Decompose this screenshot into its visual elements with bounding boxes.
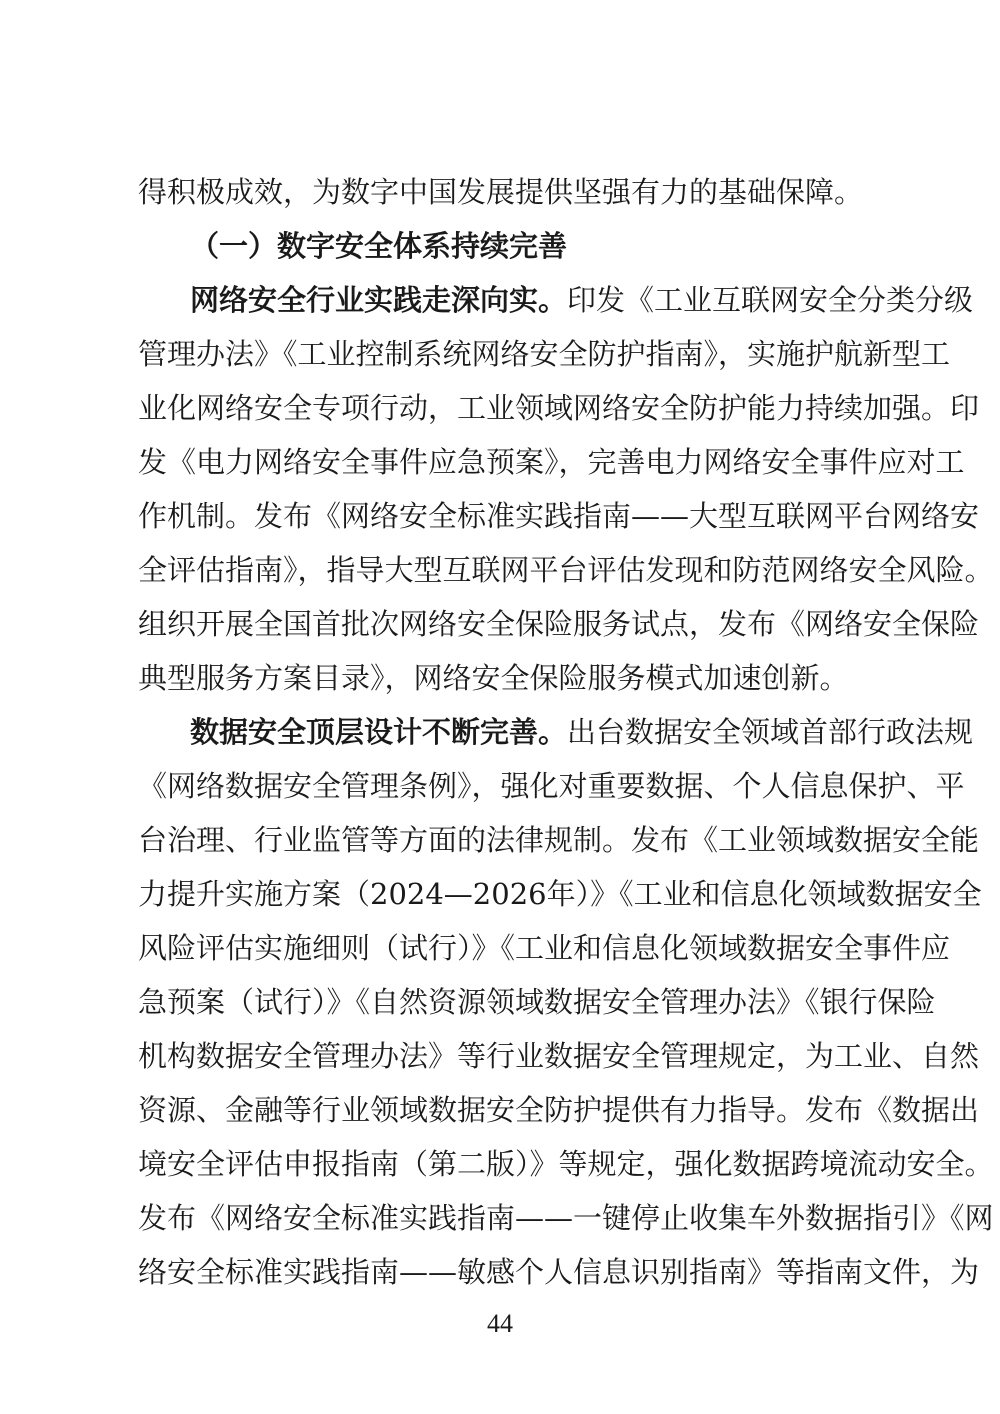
text-line: 全评估指南》，指导大型互联网平台评估发现和防范网络安全风险。 (138, 553, 994, 587)
text-line: 发布《网络安全标准实践指南——一键停止收集车外数据指引》《网 (138, 1201, 994, 1235)
text-line: 境安全评估申报指南（第二版）》等规定，强化数据跨境流动安全。 (138, 1147, 994, 1181)
paragraph-first-line (190, 712, 974, 752)
text-line: 资源、金融等行业领域数据安全防护提供有力指导。发布《数据出 (138, 1093, 980, 1127)
text-line: 典型服务方案目录》，网络安全保险服务模式加速创新。 (138, 661, 849, 695)
paragraph-lead-in: 网络安全行业实践走深向实。 (190, 283, 568, 317)
text-line: 发《电力网络安全事件应急预案》，完善电力网络安全事件应对工 (138, 445, 965, 479)
text-line: 业化网络安全专项行动，工业领域网络安全防护能力持续加强。印 (138, 391, 980, 425)
text-line: 《网络数据安全管理条例》，强化对重要数据、个人信息保护、平 (138, 769, 965, 803)
text-line: 组织开展全国首批次网络安全保险服务试点，发布《网络安全保险 (138, 607, 980, 641)
text-span: 出台数据安全领域首部行政法规 (567, 715, 974, 749)
text-line: 台治理、行业监管等方面的法律规制。发布《工业领域数据安全能 (138, 823, 980, 857)
page-number: 44 (487, 1309, 513, 1338)
text-line: 络安全标准实践指南——敏感个人信息识别指南》等指南文件，为 (138, 1255, 980, 1289)
text-span: 印发《工业互联网安全分类分级 (567, 283, 974, 317)
text-line: 机构数据安全管理办法》等行业数据安全管理规定，为工业、自然 (138, 1039, 980, 1073)
text-line: 风险评估实施细则（试行）》《工业和信息化领域数据安全事件应 (138, 931, 951, 965)
text-line: 力提升实施方案（2024—2026年）》《工业和信息化领域数据安全 (138, 877, 982, 911)
section-heading: （一）数字安全体系持续完善 (190, 229, 568, 263)
text-line: 作机制。发布《网络安全标准实践指南——大型互联网平台网络安 (138, 499, 980, 533)
text-line: 急预案（试行）》《自然资源领域数据安全管理办法》《银行保险 (138, 985, 936, 1019)
text-line: 管理办法》《工业控制系统网络安全防护指南》，实施护航新型工 (138, 337, 951, 371)
paragraph-first-line (190, 280, 974, 320)
text-line: 得积极成效，为数字中国发展提供坚强有力的基础保障。 (138, 175, 864, 209)
paragraph-lead-in: 数据安全顶层设计不断完善。 (190, 715, 568, 749)
